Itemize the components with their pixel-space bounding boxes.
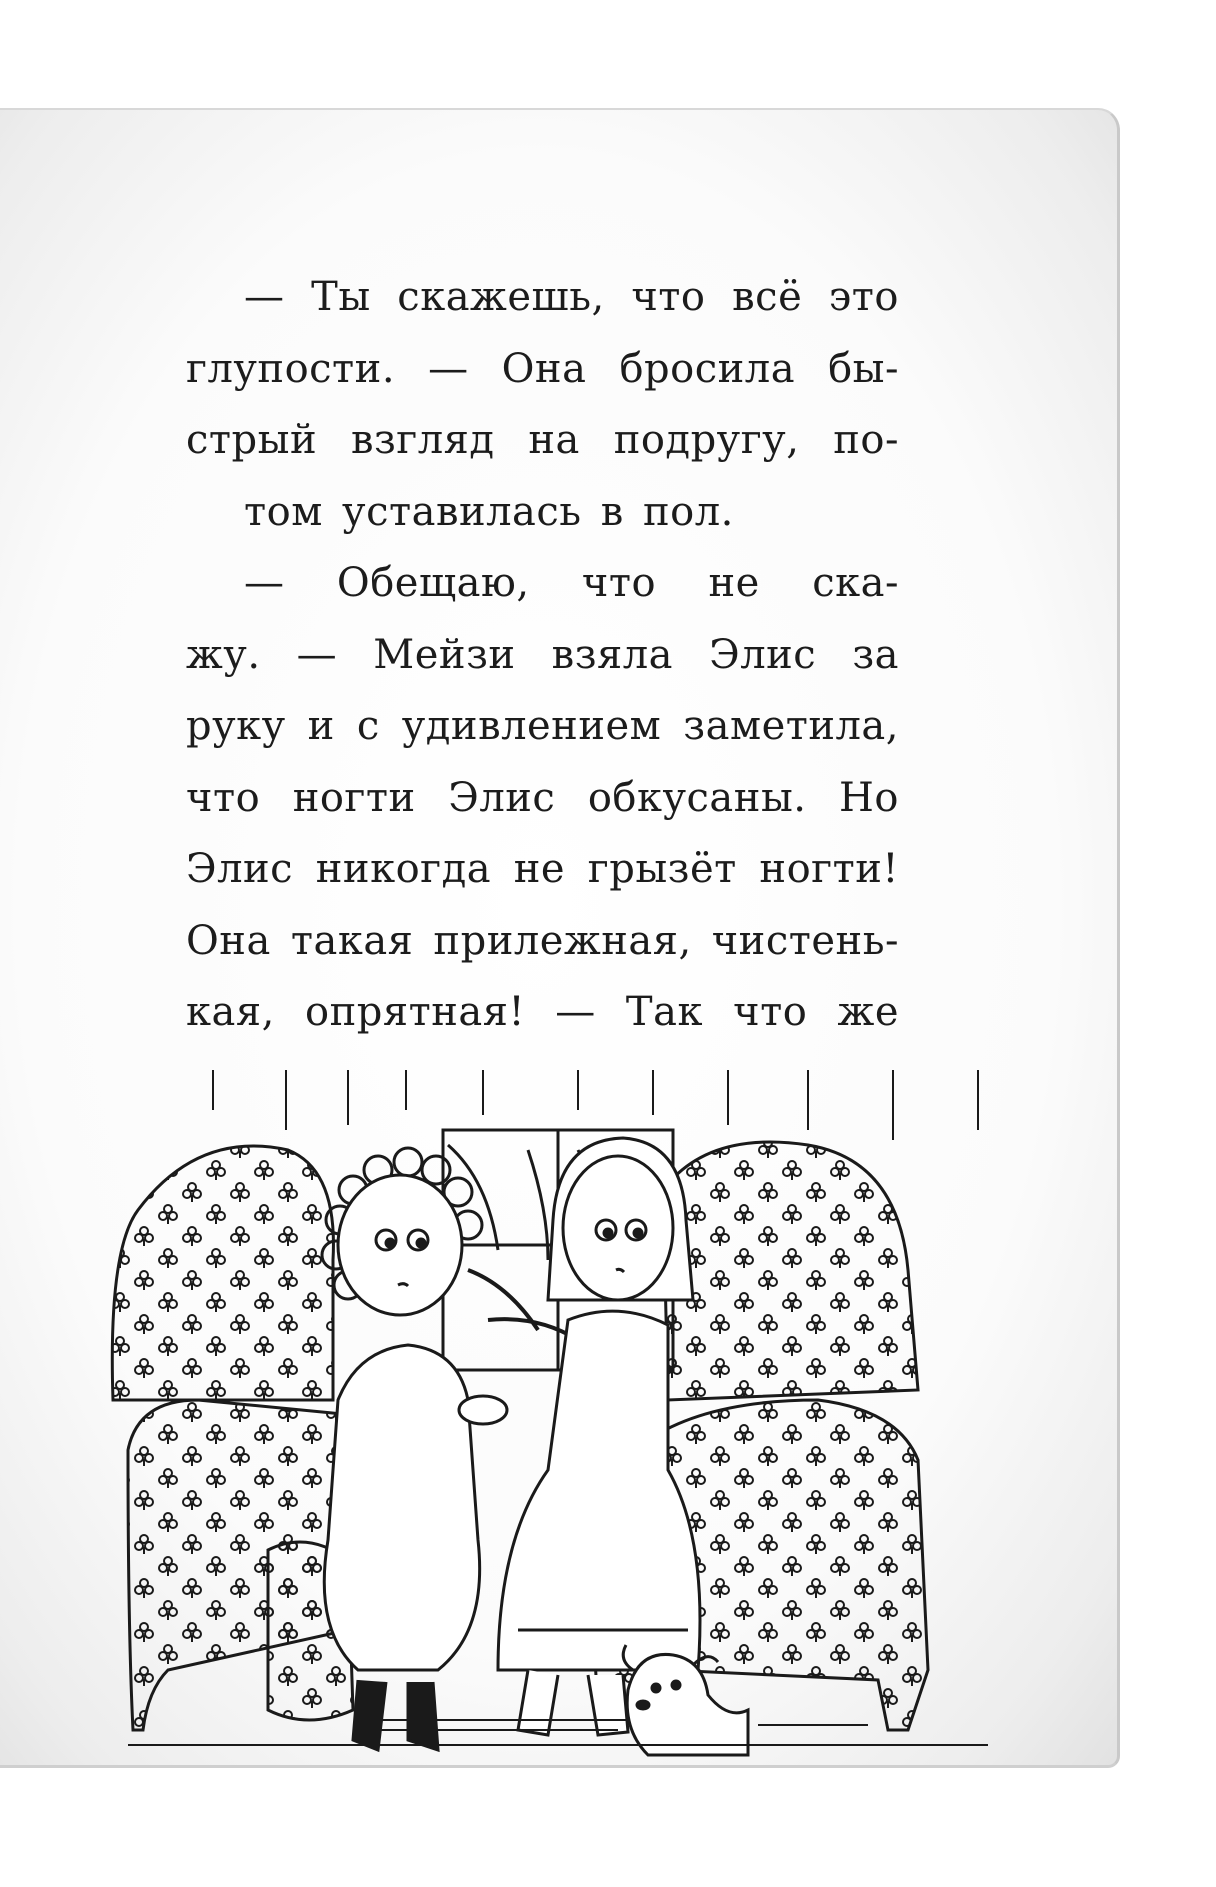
line: кая, опрятная! — Так что же	[186, 989, 899, 1035]
illustration	[108, 1070, 1033, 1760]
line: Элис никогда не грызёт ногти!	[186, 846, 899, 892]
line: том уставилась в пол.	[244, 488, 734, 535]
line: Она такая прилежная, чистень-	[186, 917, 899, 964]
line: — Обещаю, что не ска-	[244, 560, 899, 606]
held-hands	[459, 1396, 507, 1424]
line: глупости. — Она бросила бы-	[186, 345, 899, 392]
paragraph-2	[186, 548, 899, 1049]
line: что ногти Элис обкусаны. Но	[186, 774, 899, 821]
line: жу. — Мейзи взяла Элис за	[186, 631, 899, 678]
book-text	[186, 262, 899, 1049]
illustration-drawing	[108, 1070, 1033, 1760]
paragraph-1	[186, 262, 899, 548]
line: руку и с удивлением заметила,	[186, 703, 899, 749]
floor-hatching	[128, 1720, 988, 1745]
line: стрый взгляд на подругу, по-	[186, 417, 899, 463]
armchair-left	[112, 1146, 364, 1730]
line: — Ты скажешь, что всё это	[244, 274, 899, 320]
